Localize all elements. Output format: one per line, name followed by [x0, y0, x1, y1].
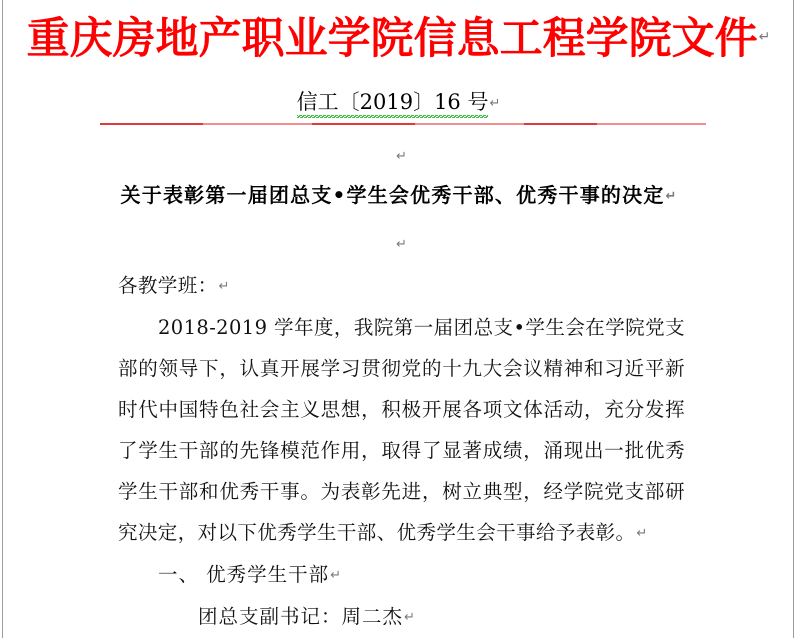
body-paragraph: [118, 307, 685, 554]
paragraph-mark-icon: ↵: [330, 568, 342, 583]
paragraph-mark-icon: ↵: [396, 237, 407, 252]
salutation-line: [118, 265, 685, 307]
paragraph-mark-icon: ↵: [758, 29, 771, 45]
page-title-text: 关于表彰第一届团总支•学生会优秀干部、优秀干事的决定: [120, 183, 665, 207]
red-divider-rule: [100, 123, 706, 125]
section-heading-one-text: 一、 优秀学生干部: [157, 563, 330, 586]
paragraph-mark-icon: ↵: [636, 526, 648, 541]
paragraph-mark-icon: ↵: [396, 149, 407, 164]
award-entry-text: 团总支副书记：周二杰: [197, 605, 403, 628]
page-title: [0, 180, 797, 212]
document-number-line: [0, 88, 797, 118]
body-paragraph-text: 2018-2019 学年度，我院第一届团总支•学生会在学院党支部的领导下，认真开展学习贯彻党的十九大会议精神和习近平新时代中国特色社会主义思想，积极开展各项文体活动，充分发挥了学生干部的先锋模范作用，取得了显著成绩，涌现出一批优秀学生干部和优秀干事。为表彰先进，树立典型，经学院党支部研究决定，对以下优秀学生干部、优秀学生会干事给予表彰。: [118, 316, 685, 544]
salutation-text: 各教学班：: [118, 274, 218, 297]
paragraph-mark-icon: ↵: [403, 610, 415, 625]
section-heading-one: [118, 554, 685, 596]
masthead-text: 重庆房地产职业学院信息工程学院文件: [26, 14, 758, 64]
document-body: [118, 265, 685, 638]
document-number: 信工〔2019〕16 号: [297, 88, 489, 118]
paragraph-mark-icon: ↵: [665, 189, 677, 204]
award-entry: [118, 596, 685, 638]
paragraph-mark-icon: ↵: [218, 279, 230, 294]
paragraph-mark-icon: ↵: [489, 96, 501, 111]
masthead-heading: [0, 8, 797, 68]
